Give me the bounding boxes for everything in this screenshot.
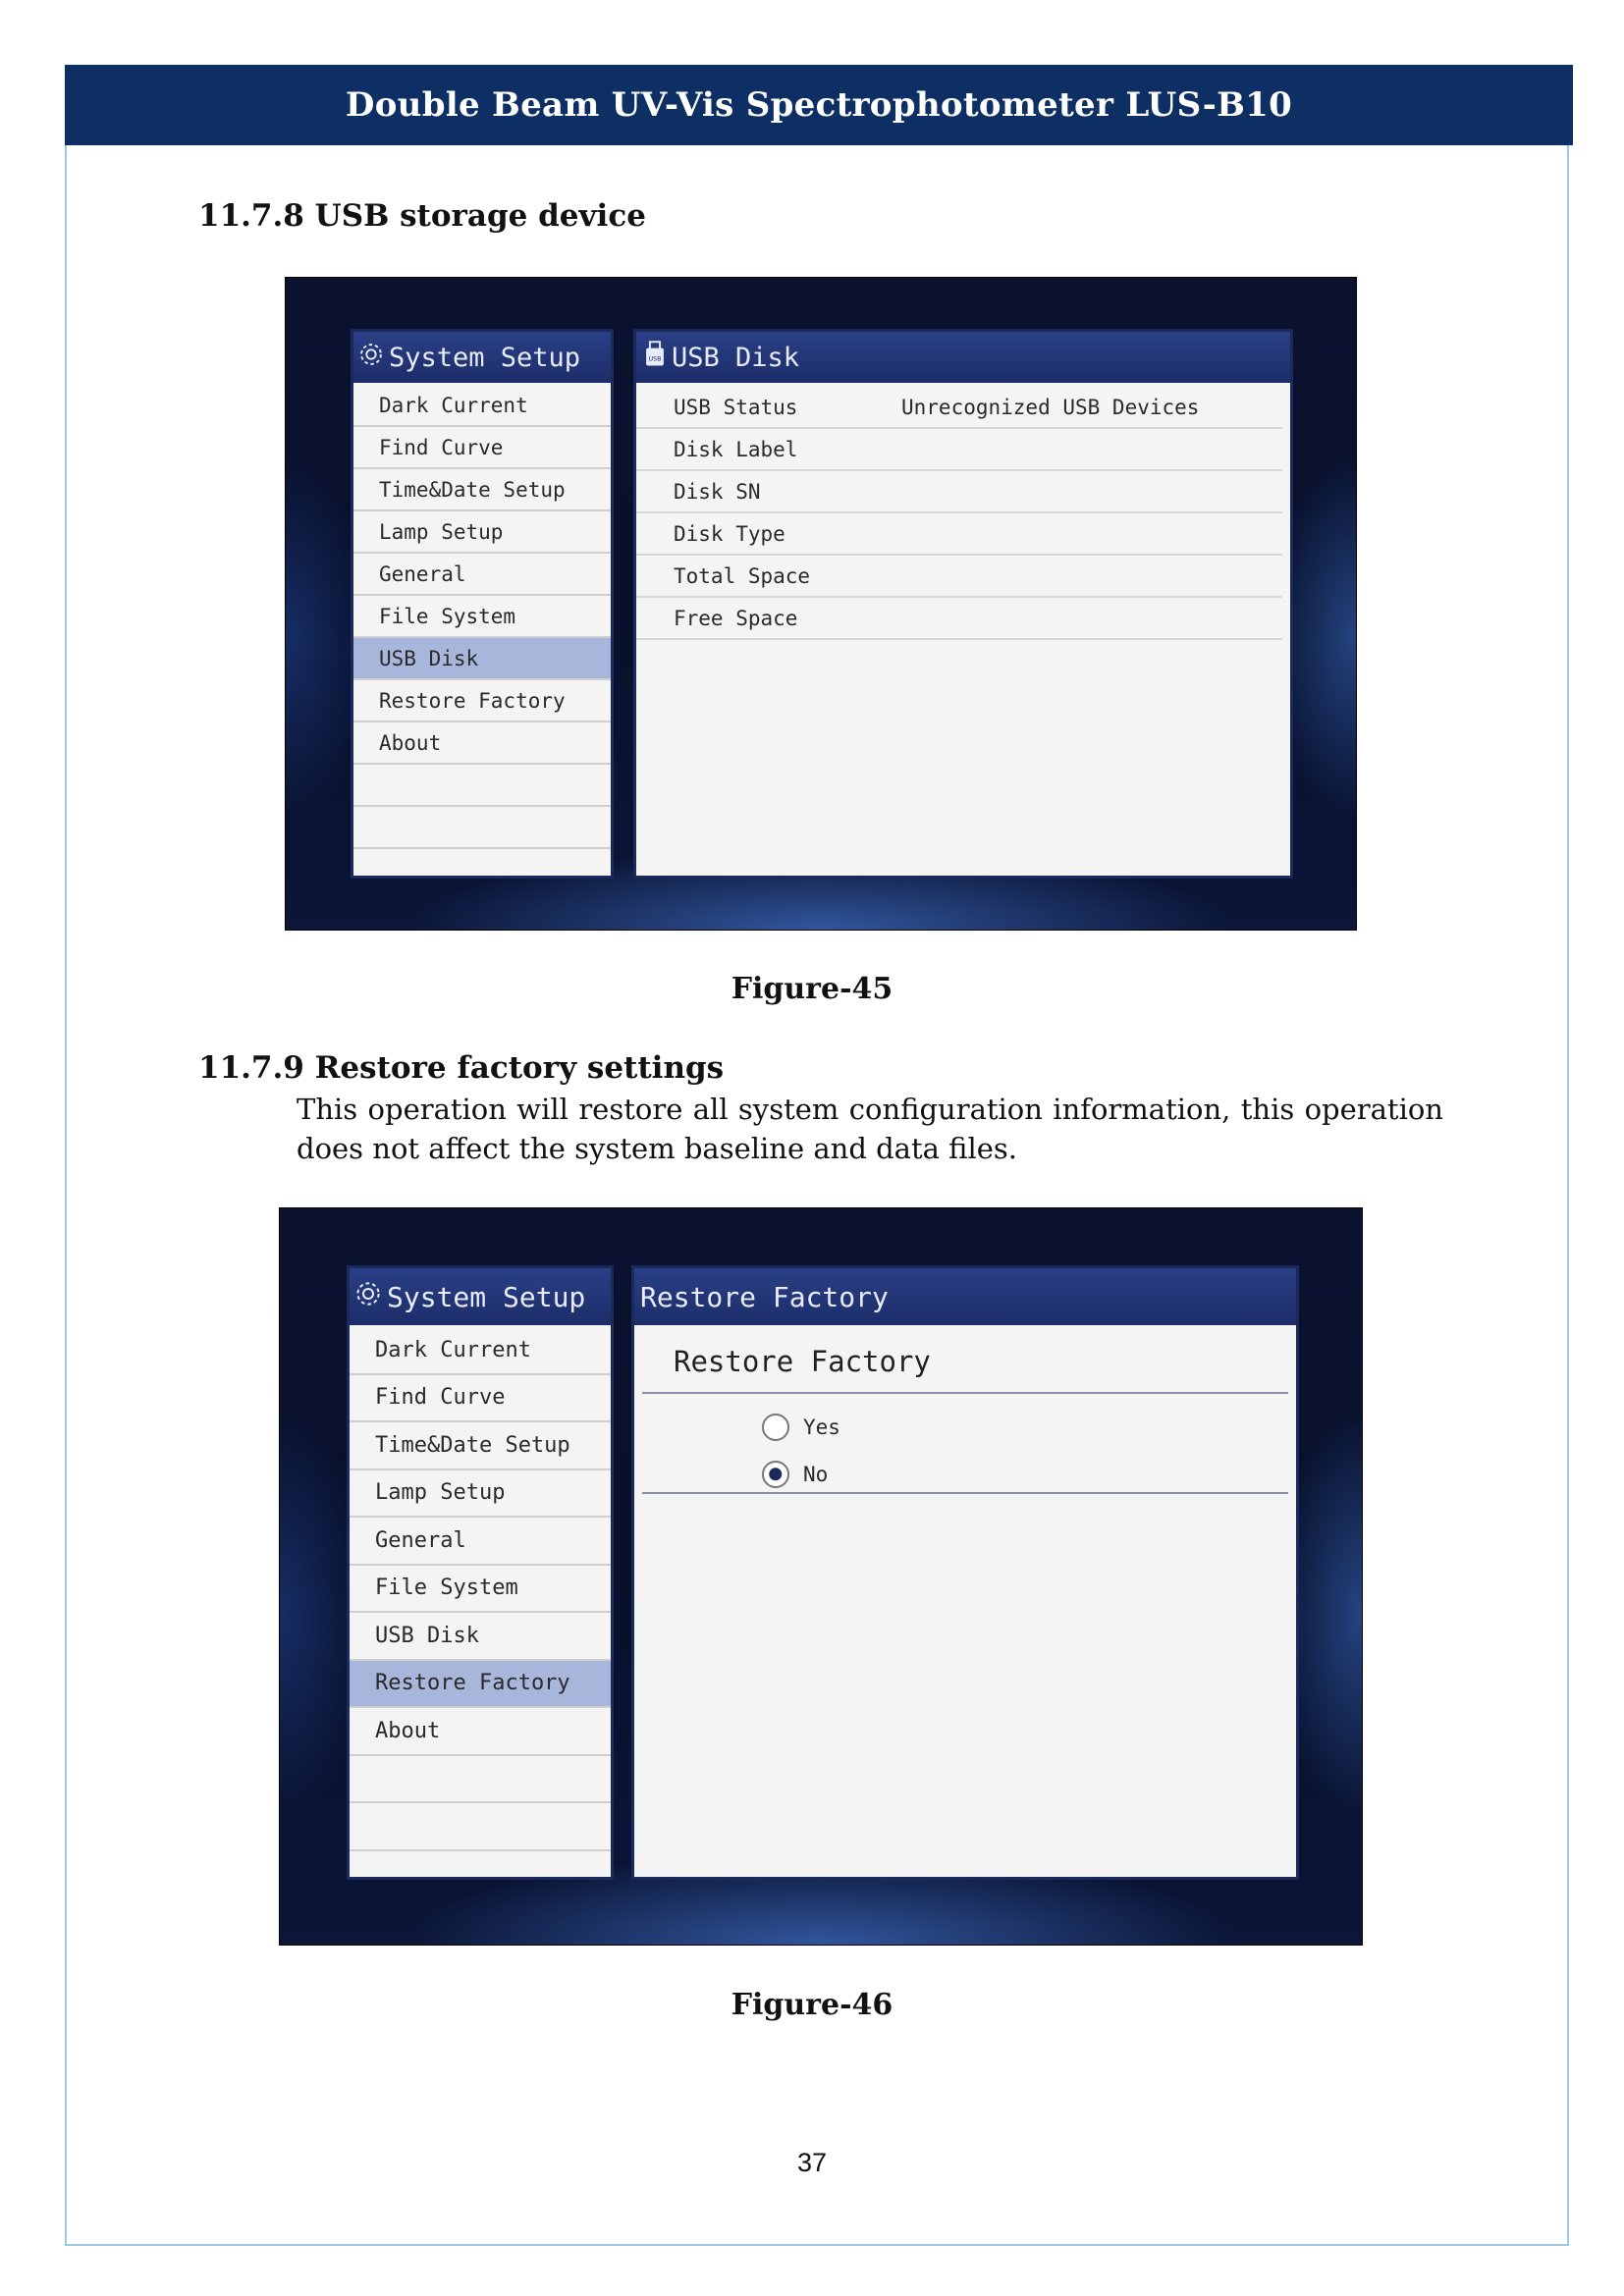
- menu-item-empty: [353, 765, 611, 807]
- menu-item-lamp-setup[interactable]: [350, 1470, 611, 1519]
- menu-item-empty: [353, 807, 611, 849]
- menu-item-label: File System: [375, 1575, 518, 1601]
- menu-item-label: USB Disk: [375, 1623, 479, 1648]
- menu-item-label: Dark Current: [379, 393, 528, 417]
- restore-factory-panel: [631, 1265, 1299, 1880]
- usb-info-row: [636, 471, 1282, 513]
- system-setup-panel: [351, 329, 614, 879]
- menu-item-general[interactable]: [350, 1518, 611, 1566]
- menu-item-restore-factory[interactable]: [350, 1661, 611, 1709]
- menu-item-about[interactable]: [350, 1708, 611, 1756]
- menu-item-label: Find Curve: [375, 1385, 506, 1411]
- page-number: 37: [796, 2148, 828, 2177]
- menu-item-restore-factory[interactable]: [353, 680, 611, 722]
- menu-item-about[interactable]: [353, 722, 611, 765]
- usb-info-row: [636, 429, 1282, 471]
- figure-45-caption: Figure-45: [731, 972, 893, 1006]
- menu-item-label: Restore Factory: [375, 1671, 570, 1696]
- menu-item-label: Time&Date Setup: [379, 477, 566, 502]
- divider: [642, 1392, 1288, 1394]
- system-setup-title-bar: [353, 332, 611, 383]
- menu-item-label: General: [379, 561, 466, 586]
- menu-item-find-curve[interactable]: [353, 427, 611, 469]
- restore-factory-heading: Restore Factory: [674, 1345, 931, 1378]
- usb-info-row: [636, 556, 1282, 598]
- usb-disk-panel: [633, 329, 1293, 879]
- system-setup-panel: [347, 1265, 614, 1880]
- restore-factory-title-bar: [634, 1268, 1296, 1325]
- usb-info-value: Unrecognized USB Devices: [901, 395, 1200, 419]
- usb-info-row: [636, 598, 1282, 640]
- menu-item-label: File System: [379, 604, 516, 628]
- menu-item-file-system[interactable]: [350, 1566, 611, 1614]
- figure-45-screenshot: [285, 277, 1357, 931]
- restore-option-label: Yes: [803, 1415, 840, 1439]
- menu-item-label: Find Curve: [379, 435, 504, 459]
- menu-item-file-system[interactable]: [353, 596, 611, 638]
- menu-item-label: USB Disk: [379, 646, 479, 670]
- usb-info-label: Disk Type: [674, 521, 785, 546]
- section-heading-restore: 11.7.9 Restore factory settings: [198, 1050, 725, 1086]
- section-heading-usb: 11.7.8 USB storage device: [198, 198, 646, 234]
- radio-unchecked-icon[interactable]: [762, 1414, 789, 1441]
- menu-item-label: Time&Date Setup: [375, 1432, 570, 1458]
- gear-icon: [357, 341, 385, 375]
- system-setup-title: System Setup: [387, 1280, 586, 1313]
- menu-item-dark-current[interactable]: [353, 385, 611, 427]
- menu-item-usb-disk[interactable]: [350, 1613, 611, 1661]
- menu-item-dark-current[interactable]: [350, 1327, 611, 1375]
- document-title: Double Beam UV-Vis Spectrophotometer LUS-B10: [345, 85, 1293, 125]
- usb-drive-icon: [642, 341, 668, 375]
- figure-46-screenshot: [279, 1207, 1363, 1946]
- menu-item-general[interactable]: [353, 554, 611, 596]
- menu-item-label: Lamp Setup: [375, 1480, 506, 1506]
- restore-option-yes[interactable]: [762, 1414, 840, 1441]
- usb-info-label: Disk Label: [674, 437, 798, 461]
- usb-info-row: [636, 513, 1282, 556]
- menu-item-usb-disk[interactable]: [353, 638, 611, 680]
- gear-icon: [353, 1279, 383, 1315]
- menu-item-label: Lamp Setup: [379, 519, 504, 544]
- usb-info-label: Total Space: [674, 563, 811, 588]
- restore-description: This operation will restore all system configuration information, this operation does not affect the system baseline and data files.: [297, 1093, 1443, 1165]
- radio-checked-icon[interactable]: [762, 1461, 789, 1488]
- restore-option-label: No: [803, 1463, 829, 1486]
- menu-item-label: General: [375, 1527, 466, 1553]
- menu-item-find-curve[interactable]: [350, 1375, 611, 1423]
- menu-item-label: Restore Factory: [379, 688, 566, 713]
- figure-46-caption: Figure-46: [731, 1988, 893, 2022]
- system-setup-title: System Setup: [389, 342, 581, 373]
- divider: [642, 1492, 1288, 1494]
- menu-item-label: About: [379, 730, 442, 755]
- document-header: [65, 65, 1573, 145]
- restore-factory-title: Restore Factory: [640, 1280, 889, 1313]
- usb-info-row: [636, 387, 1282, 429]
- usb-info-label: Disk SN: [674, 479, 761, 504]
- menu-item-time-and-date-setup[interactable]: [353, 469, 611, 511]
- svg-text:USB: USB: [648, 354, 662, 362]
- usb-info-label: Free Space: [674, 606, 798, 630]
- usb-disk-title: USB Disk: [672, 342, 800, 373]
- menu-item-label: About: [375, 1718, 441, 1743]
- menu-item-lamp-setup[interactable]: [353, 511, 611, 554]
- restore-option-no[interactable]: [762, 1461, 828, 1488]
- menu-item-empty: [350, 1803, 611, 1851]
- menu-item-empty: [350, 1756, 611, 1804]
- system-setup-title-bar: [350, 1268, 611, 1325]
- menu-item-time-and-date-setup[interactable]: [350, 1422, 611, 1470]
- usb-info-label: USB Status: [674, 395, 798, 419]
- menu-item-label: Dark Current: [375, 1337, 531, 1362]
- usb-disk-title-bar: [636, 332, 1290, 383]
